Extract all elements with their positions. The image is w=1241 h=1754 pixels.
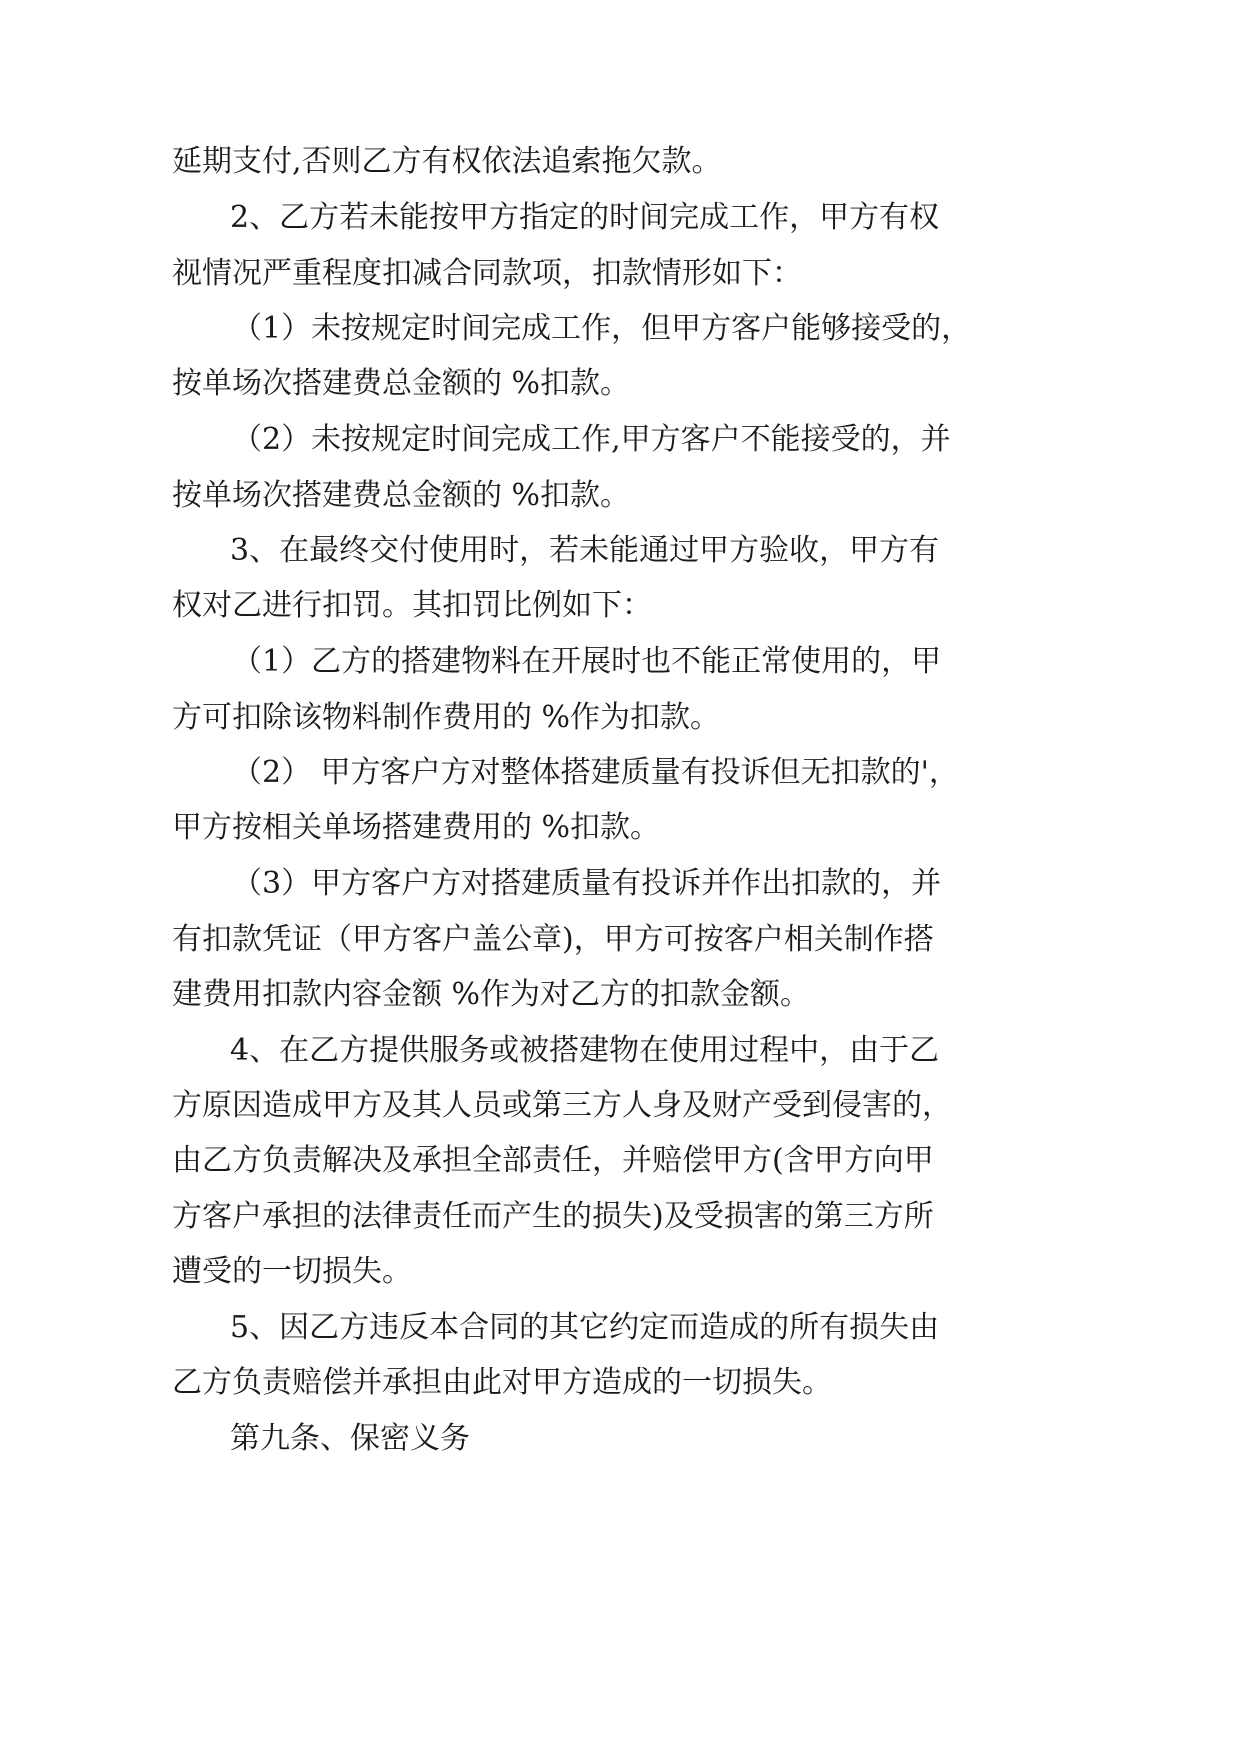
text-line: 5、因乙方违反本合同的其它约定而造成的所有损失由 bbox=[230, 1310, 940, 1345]
text-line: 4、在乙方提供服务或被搭建物在使用过程中，由于乙 bbox=[230, 1033, 940, 1068]
text-line: 甲方按相关单场搭建费用的 %扣款。 bbox=[172, 810, 661, 845]
text-line: 方原因造成甲方及其人员或第三方人身及财产受到侵害的， bbox=[172, 1088, 952, 1123]
text-line: （2）未按规定时间完成工作,甲方客户不能接受的，并 bbox=[232, 422, 951, 457]
text-line: 方客户承担的法律责任而产生的损失)及受损害的第三方所 bbox=[172, 1199, 934, 1234]
text-line: 权对乙进行扣罚。其扣罚比例如下： bbox=[172, 588, 652, 623]
section-heading: 第九条、保密义务 bbox=[230, 1421, 470, 1456]
text-line: 遭受的一切损失。 bbox=[172, 1254, 412, 1289]
text-line: 方可扣除该物料制作费用的 %作为扣款。 bbox=[172, 700, 721, 735]
text-line: （3）甲方客户方对搭建质量有投诉并作出扣款的，并 bbox=[232, 866, 942, 901]
text-line: 建费用扣款内容金额 %作为对乙方的扣款金额。 bbox=[172, 977, 811, 1012]
text-line: 按单场次搭建费总金额的 %扣款。 bbox=[172, 478, 631, 513]
text-line: 3、在最终交付使用时，若未能通过甲方验收，甲方有 bbox=[230, 533, 940, 568]
text-line: 有扣款凭证（甲方客户盖公章)，甲方可按客户相关制作搭 bbox=[172, 922, 934, 957]
text-line: 视情况严重程度扣减合同款项，扣款情形如下： bbox=[172, 256, 802, 291]
text-line: （2） 甲方客户方对整体搭建质量有投诉但无扣款的'， bbox=[232, 755, 959, 790]
text-line: （1）乙方的搭建物料在开展时也不能正常使用的，甲 bbox=[232, 644, 942, 679]
text-line: 延期支付,否则乙方有权依法追索拖欠款。 bbox=[172, 144, 722, 179]
text-line: 2、乙方若未能按甲方指定的时间完成工作，甲方有权 bbox=[230, 200, 940, 235]
text-line: （1）未按规定时间完成工作，但甲方客户能够接受的， bbox=[232, 311, 972, 346]
text-line: 乙方负责赔偿并承担由此对甲方造成的一切损失。 bbox=[172, 1365, 832, 1400]
text-line: 由乙方负责解决及承担全部责任，并赔偿甲方(含甲方向甲 bbox=[172, 1143, 934, 1178]
text-line: 按单场次搭建费总金额的 %扣款。 bbox=[172, 366, 631, 401]
